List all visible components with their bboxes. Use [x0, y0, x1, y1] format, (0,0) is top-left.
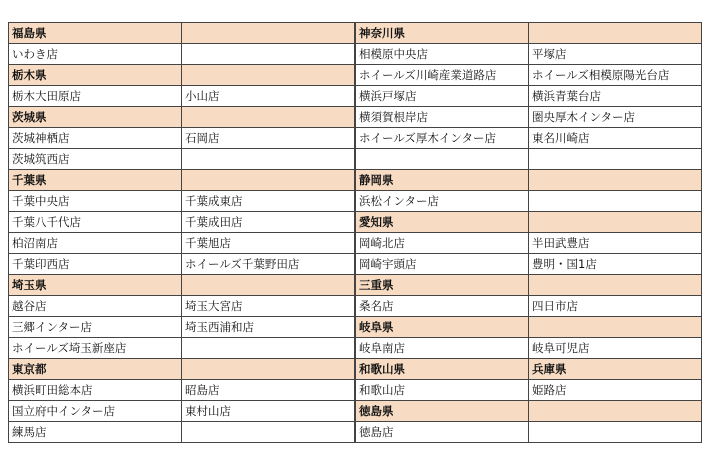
store-cell: 横須賀根岸店 [356, 107, 529, 128]
store-cell: 柏沼南店 [9, 233, 182, 254]
table-row [356, 296, 702, 317]
header-cell [529, 275, 702, 296]
store-table-right [355, 22, 702, 443]
store-cell: 栃木大田原店 [9, 86, 182, 107]
prefecture-header-row [9, 170, 355, 191]
table-row [356, 128, 702, 149]
prefecture-header: 徳島県 [356, 401, 529, 422]
header-cell [182, 107, 355, 128]
prefecture-header: 和歌山県 [356, 359, 529, 380]
prefecture-header: 愛知県 [356, 212, 529, 233]
store-cell [529, 422, 702, 443]
store-cell: ホイールズ埼玉新座店 [9, 338, 182, 359]
prefecture-header-row [9, 275, 355, 296]
table-row [356, 422, 702, 443]
table-row [356, 86, 702, 107]
table-row [9, 44, 355, 65]
store-cell: 千葉八千代店 [9, 212, 182, 233]
table-row [9, 233, 355, 254]
prefecture-header-row [9, 359, 355, 380]
store-cell: 徳島店 [356, 422, 529, 443]
prefecture-header-row [9, 107, 355, 128]
store-cell [529, 149, 702, 170]
store-cell: ホイールズ相模原陽光台店 [529, 65, 702, 86]
store-cell: 千葉旭店 [182, 233, 355, 254]
store-cell: 小山店 [182, 86, 355, 107]
store-cell: 千葉成東店 [182, 191, 355, 212]
store-cell: 越谷店 [9, 296, 182, 317]
store-cell: 岐阜可児店 [529, 338, 702, 359]
prefecture-header: 神奈川県 [356, 23, 529, 44]
store-cell [182, 149, 355, 170]
store-cell: 埼玉西浦和店 [182, 317, 355, 338]
store-cell: 四日市店 [529, 296, 702, 317]
table-row [9, 191, 355, 212]
prefecture-header: 東京都 [9, 359, 182, 380]
prefecture-header: 茨城県 [9, 107, 182, 128]
store-cell: 東名川崎店 [529, 128, 702, 149]
store-cell: ホイールズ千葉野田店 [182, 254, 355, 275]
table-row [9, 338, 355, 359]
store-cell: 岡崎北店 [356, 233, 529, 254]
prefecture-header: 栃木県 [9, 65, 182, 86]
store-cell: 千葉印西店 [9, 254, 182, 275]
store-cell [182, 338, 355, 359]
table-row [9, 86, 355, 107]
store-cell: 練馬店 [9, 422, 182, 443]
table-row [9, 422, 355, 443]
store-cell [182, 44, 355, 65]
header-cell [529, 317, 702, 338]
store-cell: 圏央厚木インター店 [529, 107, 702, 128]
prefecture-header-row [356, 170, 702, 191]
store-cell [356, 149, 529, 170]
table-row [9, 128, 355, 149]
store-cell: 千葉中央店 [9, 191, 182, 212]
table-row [9, 212, 355, 233]
table-row [356, 233, 702, 254]
store-cell: 埼玉大宮店 [182, 296, 355, 317]
store-cell: 昭島店 [182, 380, 355, 401]
store-cell: 三郷インター店 [9, 317, 182, 338]
store-cell: 桑名店 [356, 296, 529, 317]
store-table-left [8, 22, 355, 443]
store-cell: 姫路店 [529, 380, 702, 401]
store-cell: 千葉成田店 [182, 212, 355, 233]
table-row [356, 65, 702, 86]
store-cell: ホイールズ川崎産業道路店 [356, 65, 529, 86]
table-row [9, 149, 355, 170]
store-cell: 岡崎宇頭店 [356, 254, 529, 275]
table-row [356, 149, 702, 170]
store-cell: 相模原中央店 [356, 44, 529, 65]
store-cell: いわき店 [9, 44, 182, 65]
prefecture-header: 埼玉県 [9, 275, 182, 296]
prefecture-header: 岐阜県 [356, 317, 529, 338]
store-cell: 和歌山店 [356, 380, 529, 401]
prefecture-header-row [356, 401, 702, 422]
store-cell: 茨城神栖店 [9, 128, 182, 149]
header-cell [182, 23, 355, 44]
table-row [356, 107, 702, 128]
store-cell: 岐阜南店 [356, 338, 529, 359]
store-cell: 横浜戸塚店 [356, 86, 529, 107]
prefecture-header-row [9, 65, 355, 86]
store-cell: 横浜青葉台店 [529, 86, 702, 107]
table-row [356, 44, 702, 65]
prefecture-header-row [356, 212, 702, 233]
table-row [9, 380, 355, 401]
store-cell: 茨城筑西店 [9, 149, 182, 170]
header-cell [182, 170, 355, 191]
table-row [356, 338, 702, 359]
store-cell: 横浜町田総本店 [9, 380, 182, 401]
prefecture-header-row [356, 359, 702, 380]
header-cell [182, 359, 355, 380]
prefecture-header-row [356, 275, 702, 296]
store-cell: 東村山店 [182, 401, 355, 422]
prefecture-header: 千葉県 [9, 170, 182, 191]
table-row [356, 380, 702, 401]
store-cell: 石岡店 [182, 128, 355, 149]
header-cell [182, 275, 355, 296]
store-cell: 浜松インター店 [356, 191, 529, 212]
store-cell: 半田武豊店 [529, 233, 702, 254]
prefecture-header-row [9, 23, 355, 44]
prefecture-header: 三重県 [356, 275, 529, 296]
table-row [9, 401, 355, 422]
store-cell [529, 191, 702, 212]
prefecture-header-row [356, 317, 702, 338]
prefecture-header-row [356, 23, 702, 44]
table-row [356, 191, 702, 212]
store-cell: 豊明・国1店 [529, 254, 702, 275]
table-row [356, 254, 702, 275]
header-cell [182, 65, 355, 86]
prefecture-header: 静岡県 [356, 170, 529, 191]
store-cell: ホイールズ厚木インター店 [356, 128, 529, 149]
prefecture-header: 兵庫県 [529, 359, 702, 380]
store-cell: 国立府中インター店 [9, 401, 182, 422]
table-row [9, 317, 355, 338]
header-cell [529, 212, 702, 233]
header-cell [529, 401, 702, 422]
header-cell [529, 170, 702, 191]
table-row [9, 296, 355, 317]
header-cell [529, 23, 702, 44]
store-cell: 平塚店 [529, 44, 702, 65]
store-cell [182, 422, 355, 443]
prefecture-header: 福島県 [9, 23, 182, 44]
table-row [9, 254, 355, 275]
